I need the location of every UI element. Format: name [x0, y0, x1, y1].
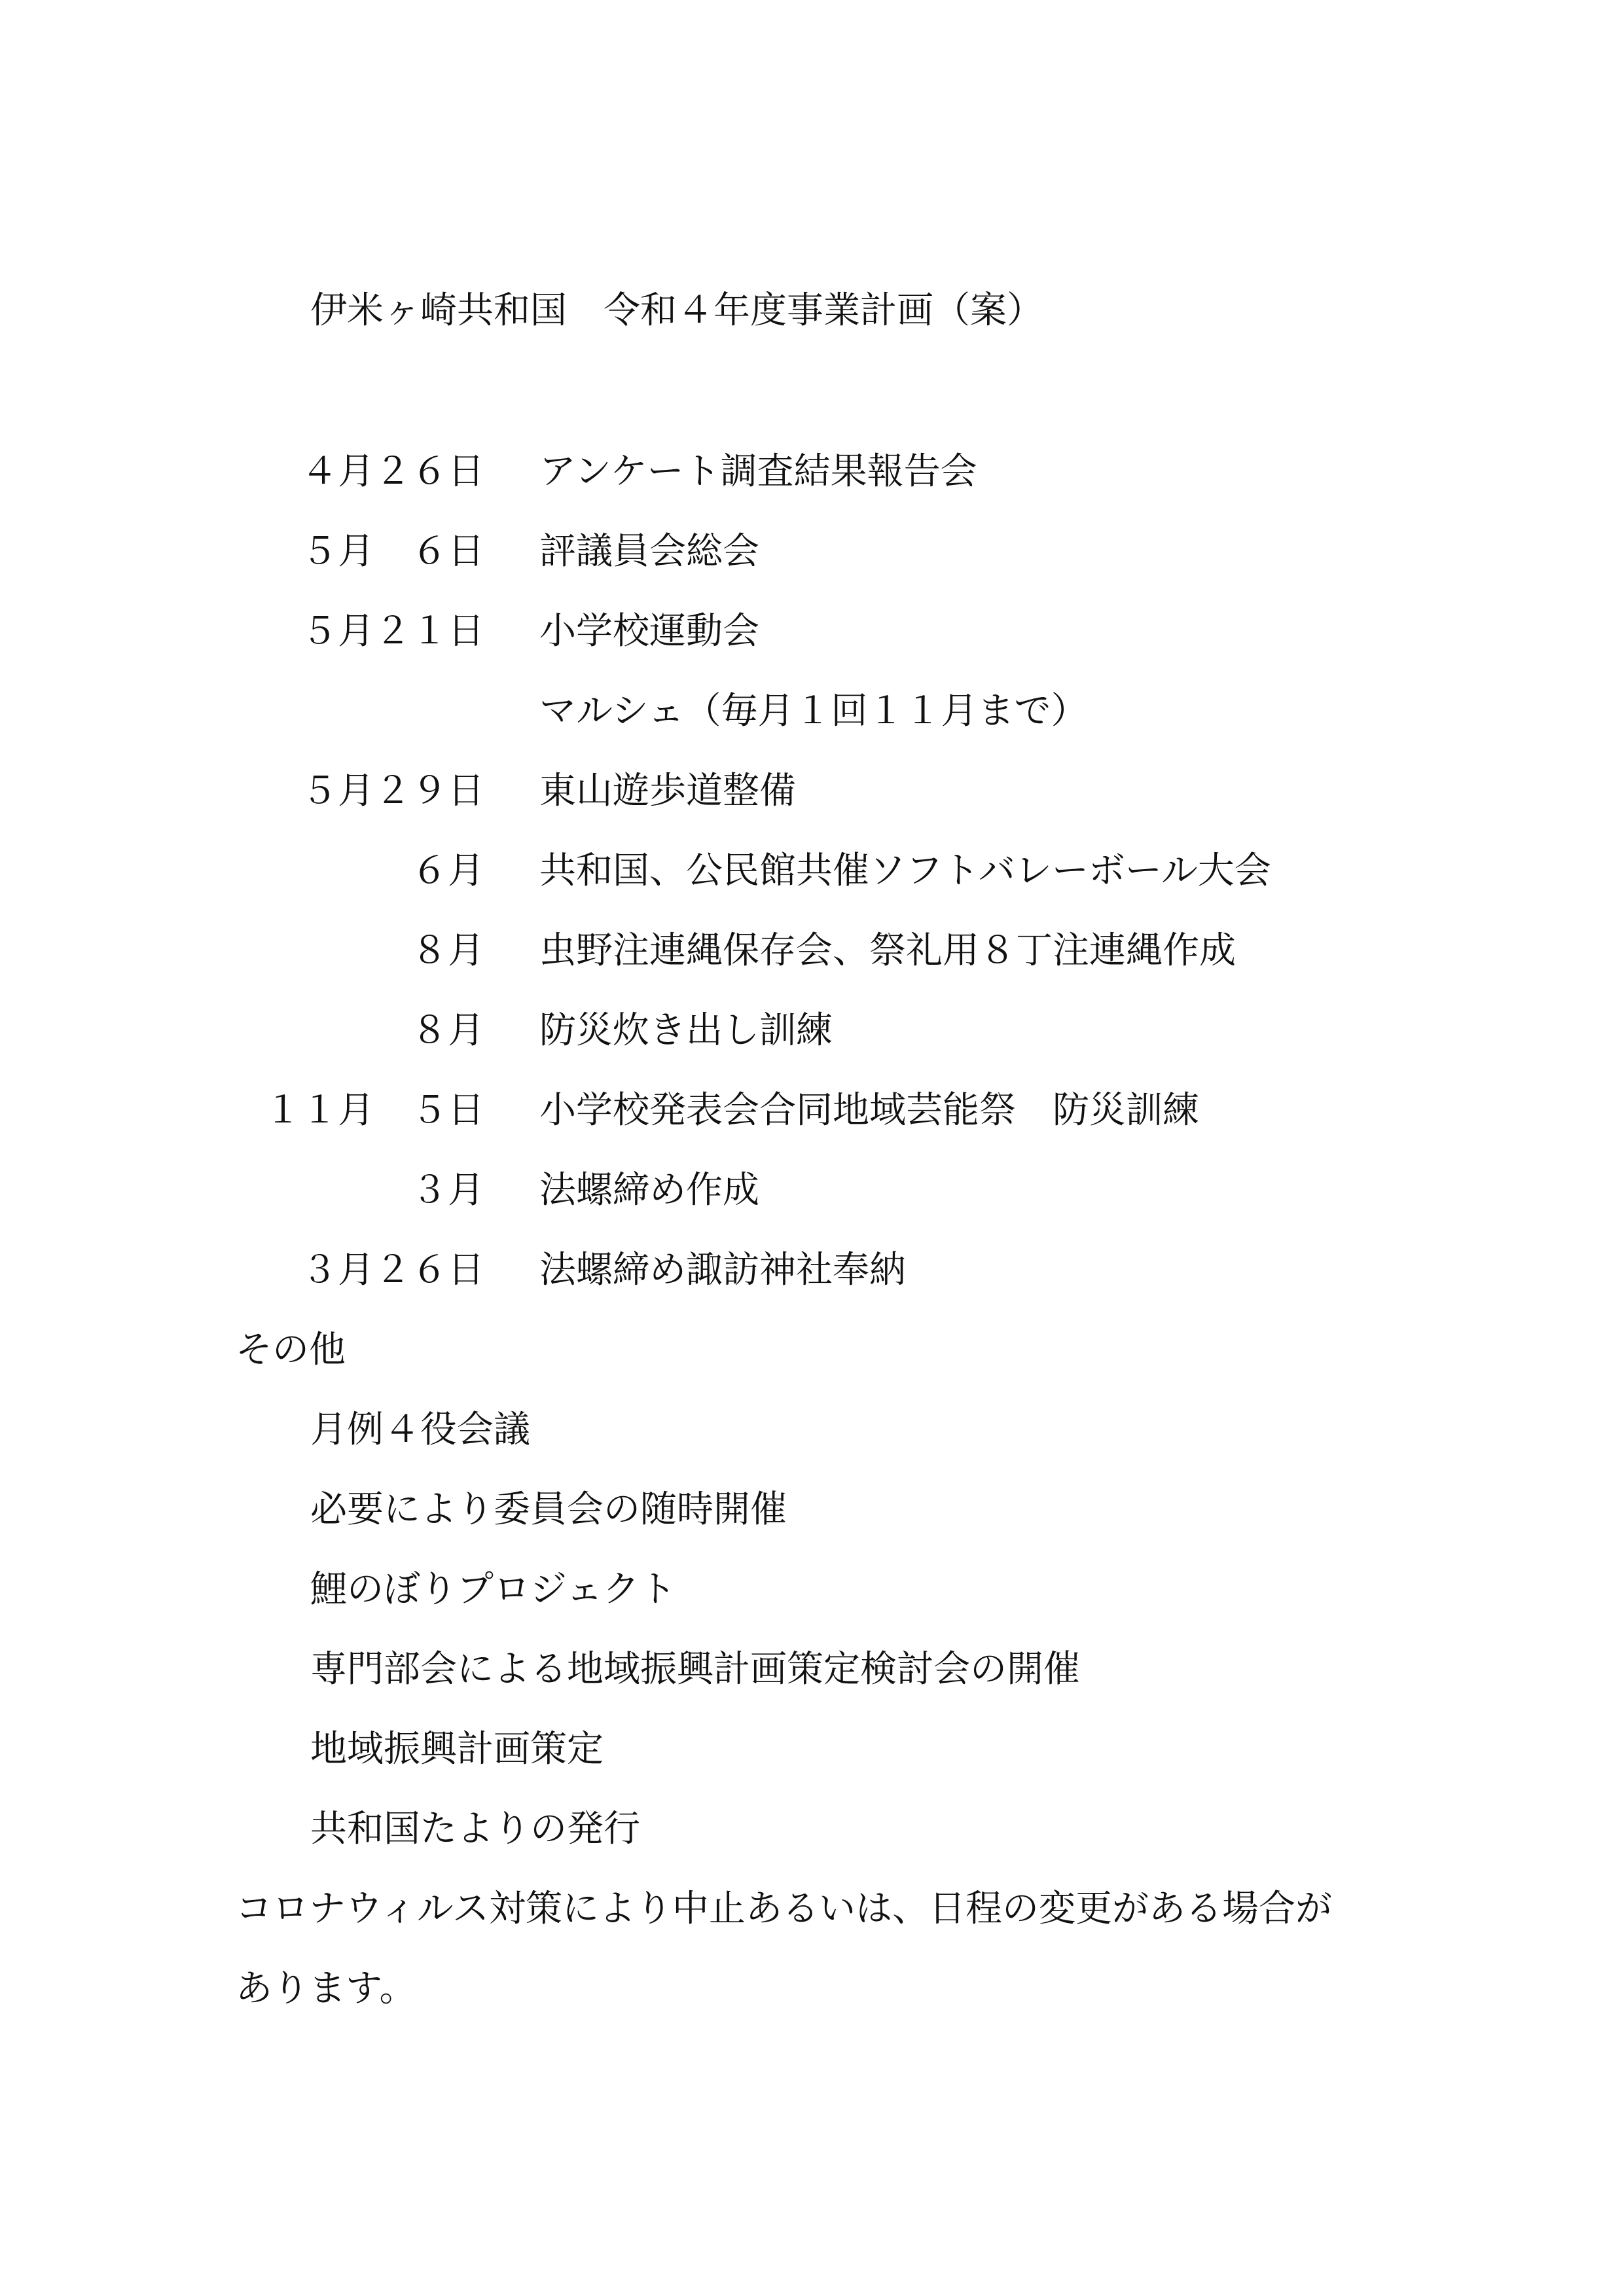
schedule-date: ８月 [411, 1009, 484, 1052]
note-line-2: あります。 [236, 1967, 416, 2010]
schedule-event: マルシェ（毎月１回１１月まで） [539, 690, 1088, 732]
schedule-date: ３月２６日 [301, 1249, 484, 1291]
schedule-event: 評議員会総会 [539, 530, 759, 573]
schedule-date: ５月２１日 [301, 610, 484, 653]
schedule-event: 法螺締め諏訪神社奉納 [539, 1249, 906, 1291]
schedule-date: ４月２６日 [301, 450, 484, 493]
other-heading: その他 [236, 1329, 346, 1371]
other-item: 専門部会による地域振興計画策定検討会の開催 [310, 1648, 1080, 1691]
schedule-event: アンケート調査結果報告会 [539, 450, 977, 493]
schedule-event: 防災炊き出し訓練 [539, 1009, 833, 1052]
document-title: 伊米ヶ崎共和国 令和４年度事業計画（案） [310, 289, 1043, 332]
schedule-date: ５月２９日 [301, 770, 484, 812]
other-item: 共和国たよりの発行 [310, 1808, 640, 1850]
schedule-date: ８月 [411, 929, 484, 972]
schedule-date: １１月 ５日 [264, 1089, 484, 1132]
schedule-date: ３月 [411, 1169, 484, 1211]
schedule-event: 共和国、公民館共催ソフトバレーボール大会 [539, 850, 1271, 892]
schedule-event: 東山遊歩道整備 [539, 770, 796, 812]
schedule-event: 小学校運動会 [539, 610, 759, 653]
note-line-1: コロナウィルス対策により中止あるいは、日程の変更がある場合が [236, 1888, 1332, 1930]
schedule-date: ６月 [411, 850, 484, 892]
schedule-event: 法螺締め作成 [539, 1169, 759, 1211]
schedule-event: 小学校発表会合同地域芸能祭 防災訓練 [539, 1089, 1199, 1132]
other-item: 地域振興計画策定 [310, 1728, 604, 1770]
schedule-event: 虫野注連縄保存会、祭礼用８丁注連縄作成 [539, 929, 1236, 972]
other-item: 月例４役会議 [310, 1408, 530, 1451]
other-item: 必要により委員会の随時開催 [310, 1488, 787, 1531]
other-item: 鯉のぼりプロジェクト [310, 1568, 676, 1611]
schedule-date: ５月 ６日 [301, 530, 484, 573]
